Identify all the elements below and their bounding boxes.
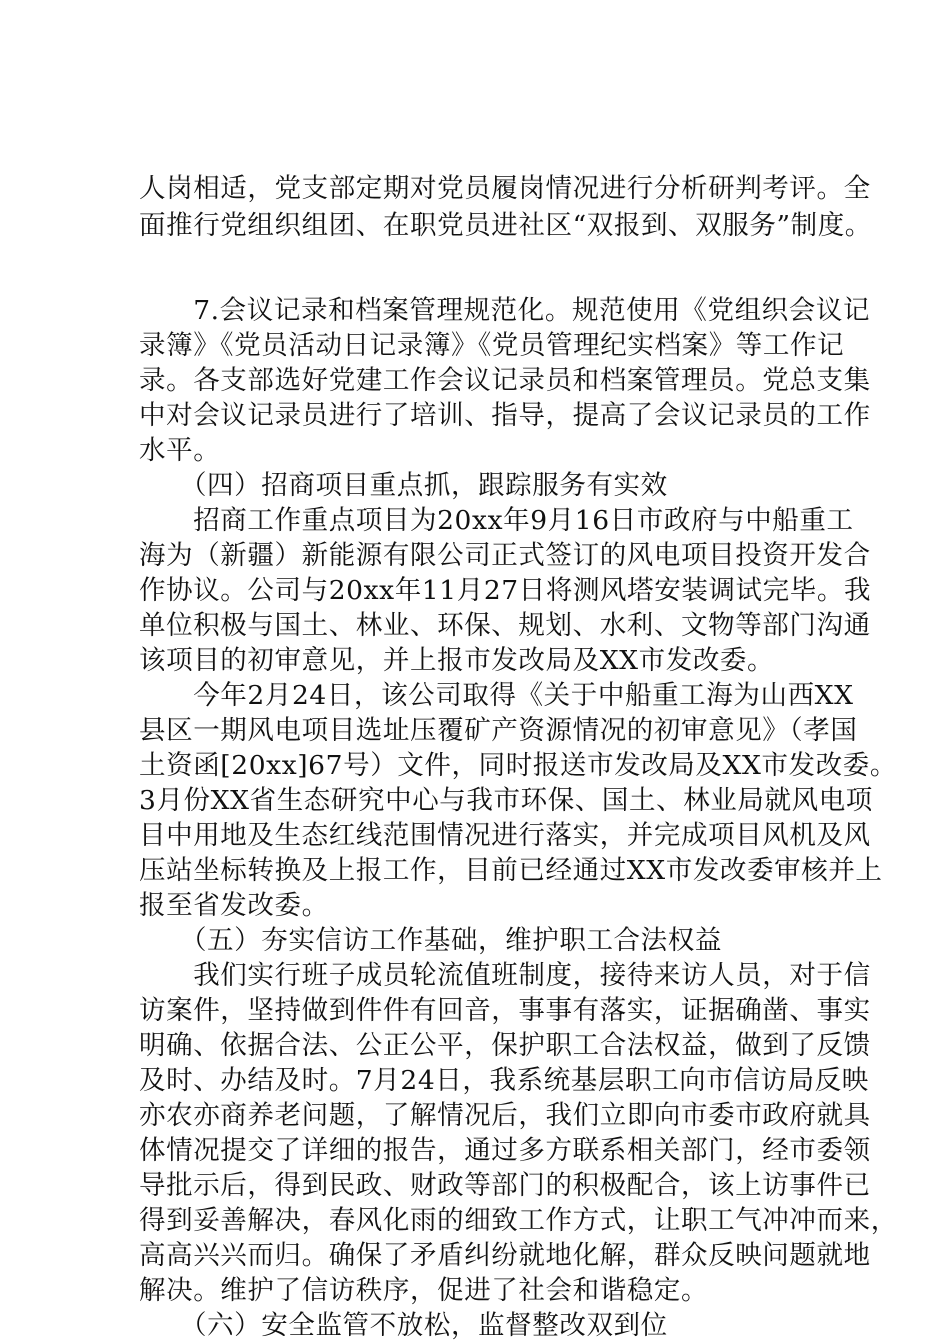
body-text-line: 访案件，坚持做到件件有回音，事事有落实，证据确凿、事实 xyxy=(139,995,871,1026)
body-text-line: 录簿》《党员活动日记录簿》《党员管理纪实档案》等工作记 xyxy=(139,330,845,361)
body-text-line: 亦农亦商养老问题，了解情况后，我们立即向市委市政府就具 xyxy=(139,1100,871,1131)
body-text-line: 面推行党组织组团、在职党员进社区“双报到、双服务”制度。 xyxy=(139,210,872,241)
body-text-line: 招商工作重点项目为20xx年9月16日市政府与中船重工 xyxy=(139,505,854,536)
body-text-line: 单位积极与国土、林业、环保、规划、水利、文物等部门沟通 xyxy=(139,610,871,641)
body-text-line: 3月份XX省生态研究中心与我市环保、国土、林业局就风电项 xyxy=(139,785,873,816)
body-text-line: 今年2月24日，该公司取得《关于中船重工海为山西XX xyxy=(139,680,854,711)
section-heading: （六）安全监管不放松，监督整改双到位 xyxy=(139,1310,668,1341)
body-text-line: 7.会议记录和档案管理规范化。规范使用《党组织会议记 xyxy=(139,295,871,326)
body-text-line: 中对会议记录员进行了培训、指导，提高了会议记录员的工作 xyxy=(139,400,871,431)
body-text-line: 目中用地及生态红线范围情况进行落实，并完成项目风机及风 xyxy=(139,820,871,851)
body-text-line: 该项目的初审意见，并上报市发改局及XX市发改委。 xyxy=(139,645,775,676)
body-text-line: 水平。 xyxy=(139,435,221,466)
body-text-line: 作协议。公司与20xx年11月27日将测风塔安装调试完毕。我 xyxy=(139,575,872,606)
body-text-line: 人岗相适，党支部定期对党员履岗情况进行分析研判考评。全 xyxy=(139,173,871,204)
body-text-line: 压站坐标转换及上报工作，目前已经通过XX市发改委审核并上 xyxy=(139,855,883,886)
section-heading: （四）招商项目重点抓，跟踪服务有实效 xyxy=(139,470,668,501)
body-text-line: 录。各支部选好党建工作会议记录员和档案管理员。党总支集 xyxy=(139,365,871,396)
body-text-line: 土资函[20xx]67号）文件，同时报送市发改局及XX市发改委。 xyxy=(139,750,897,781)
body-text-line: 海为（新疆）新能源有限公司正式签订的风电项目投资开发合 xyxy=(139,540,871,571)
body-text-line: 县区一期风电项目选址压覆矿产资源情况的初审意见》（孝国 xyxy=(139,715,858,746)
section-heading: （五）夯实信访工作基础，维护职工合法权益 xyxy=(139,925,722,956)
body-text-line: 体情况提交了详细的报告，通过多方联系相关部门，经市委领 xyxy=(139,1135,871,1166)
body-text-line: 我们实行班子成员轮流值班制度，接待来访人员，对于信 xyxy=(139,960,871,991)
body-text-line: 导批示后，得到民政、财政等部门的积极配合，该上访事件已 xyxy=(139,1170,871,1201)
body-text-line: 解决。维护了信访秩序，促进了社会和谐稳定。 xyxy=(139,1275,709,1306)
body-text-line: 得到妥善解决，春风化雨的细致工作方式，让职工气冲冲而来， xyxy=(139,1205,898,1236)
body-text-line: 及时、办结及时。7月24日，我系统基层职工向市信访局反映 xyxy=(139,1065,869,1096)
body-text-line: 明确、依据合法、公正公平，保护职工合法权益，做到了反馈 xyxy=(139,1030,871,1061)
body-text-line: 报至省发改委。 xyxy=(139,890,329,921)
body-text-line: 高高兴兴而归。确保了矛盾纠纷就地化解，群众反映问题就地 xyxy=(139,1240,871,1271)
